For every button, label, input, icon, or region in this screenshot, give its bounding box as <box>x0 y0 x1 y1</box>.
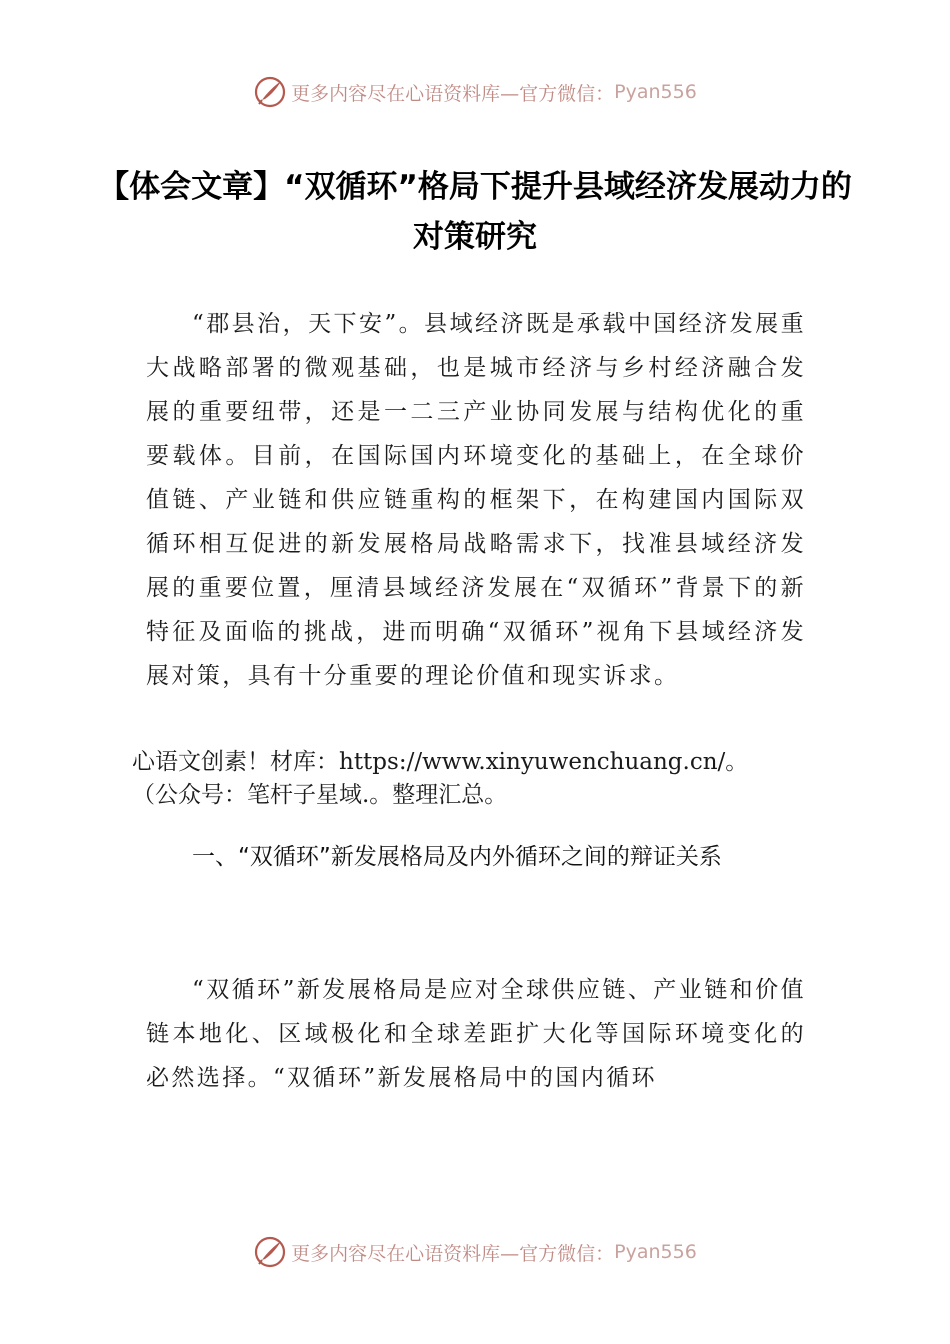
header-watermark <box>0 72 950 112</box>
watermark-text: 更多内容尽在心语资料库—官方微信： <box>291 82 615 105</box>
source-line-2: （公众号：笔杆子星域.。整理汇总。 <box>132 782 508 808</box>
watermark-text: 更多内容尽在心语资料库—官方微信： <box>291 1242 615 1265</box>
section-heading: 一、“双循环”新发展格局及内外循环之间的辩证关系 <box>192 844 722 870</box>
watermark-account: Pyan556 <box>614 81 697 103</box>
quill-logo-icon <box>253 75 287 109</box>
quill-logo-icon <box>253 1235 287 1269</box>
body-paragraph: “双循环”新发展格局是应对全球供应链、产业链和价值链本地化、区域极化和全球差距扩大化等国际环境变化的必然选择。“双循环”新发展格局中的国内循环 <box>146 977 806 1091</box>
source-line-1: 心语文创素！材库：https://www.xinyuwenchuang.cn/。 <box>132 749 749 775</box>
source-note <box>132 746 832 812</box>
document-title: 【体会文章】“双循环”格局下提升县域经济发展动力的对策研究 <box>98 169 852 255</box>
intro-paragraph: “郡县治，天下安”。县域经济既是承载中国经济发展重大战略部署的微观基础，也是城市经济与乡村经济融合发展的重要纽带，还是一二三产业协同发展与结构优化的重要载体。目前，在国际国内环境变化的基础上，在全球价值链、产业链和供应链重构的框架下，在构建国内国际双循环相互促进的新发展格局战略需求下，找准县域经济发展的重要位置，厘清县域经济发展在“双循环”背景下的新特征及面临的挑战，进而明确“双循环”视角下县域经济发展对策，具有十分重要的理论价值和现实诉求。 <box>146 311 806 689</box>
watermark-account: Pyan556 <box>614 1241 697 1263</box>
footer-watermark <box>0 1232 950 1272</box>
